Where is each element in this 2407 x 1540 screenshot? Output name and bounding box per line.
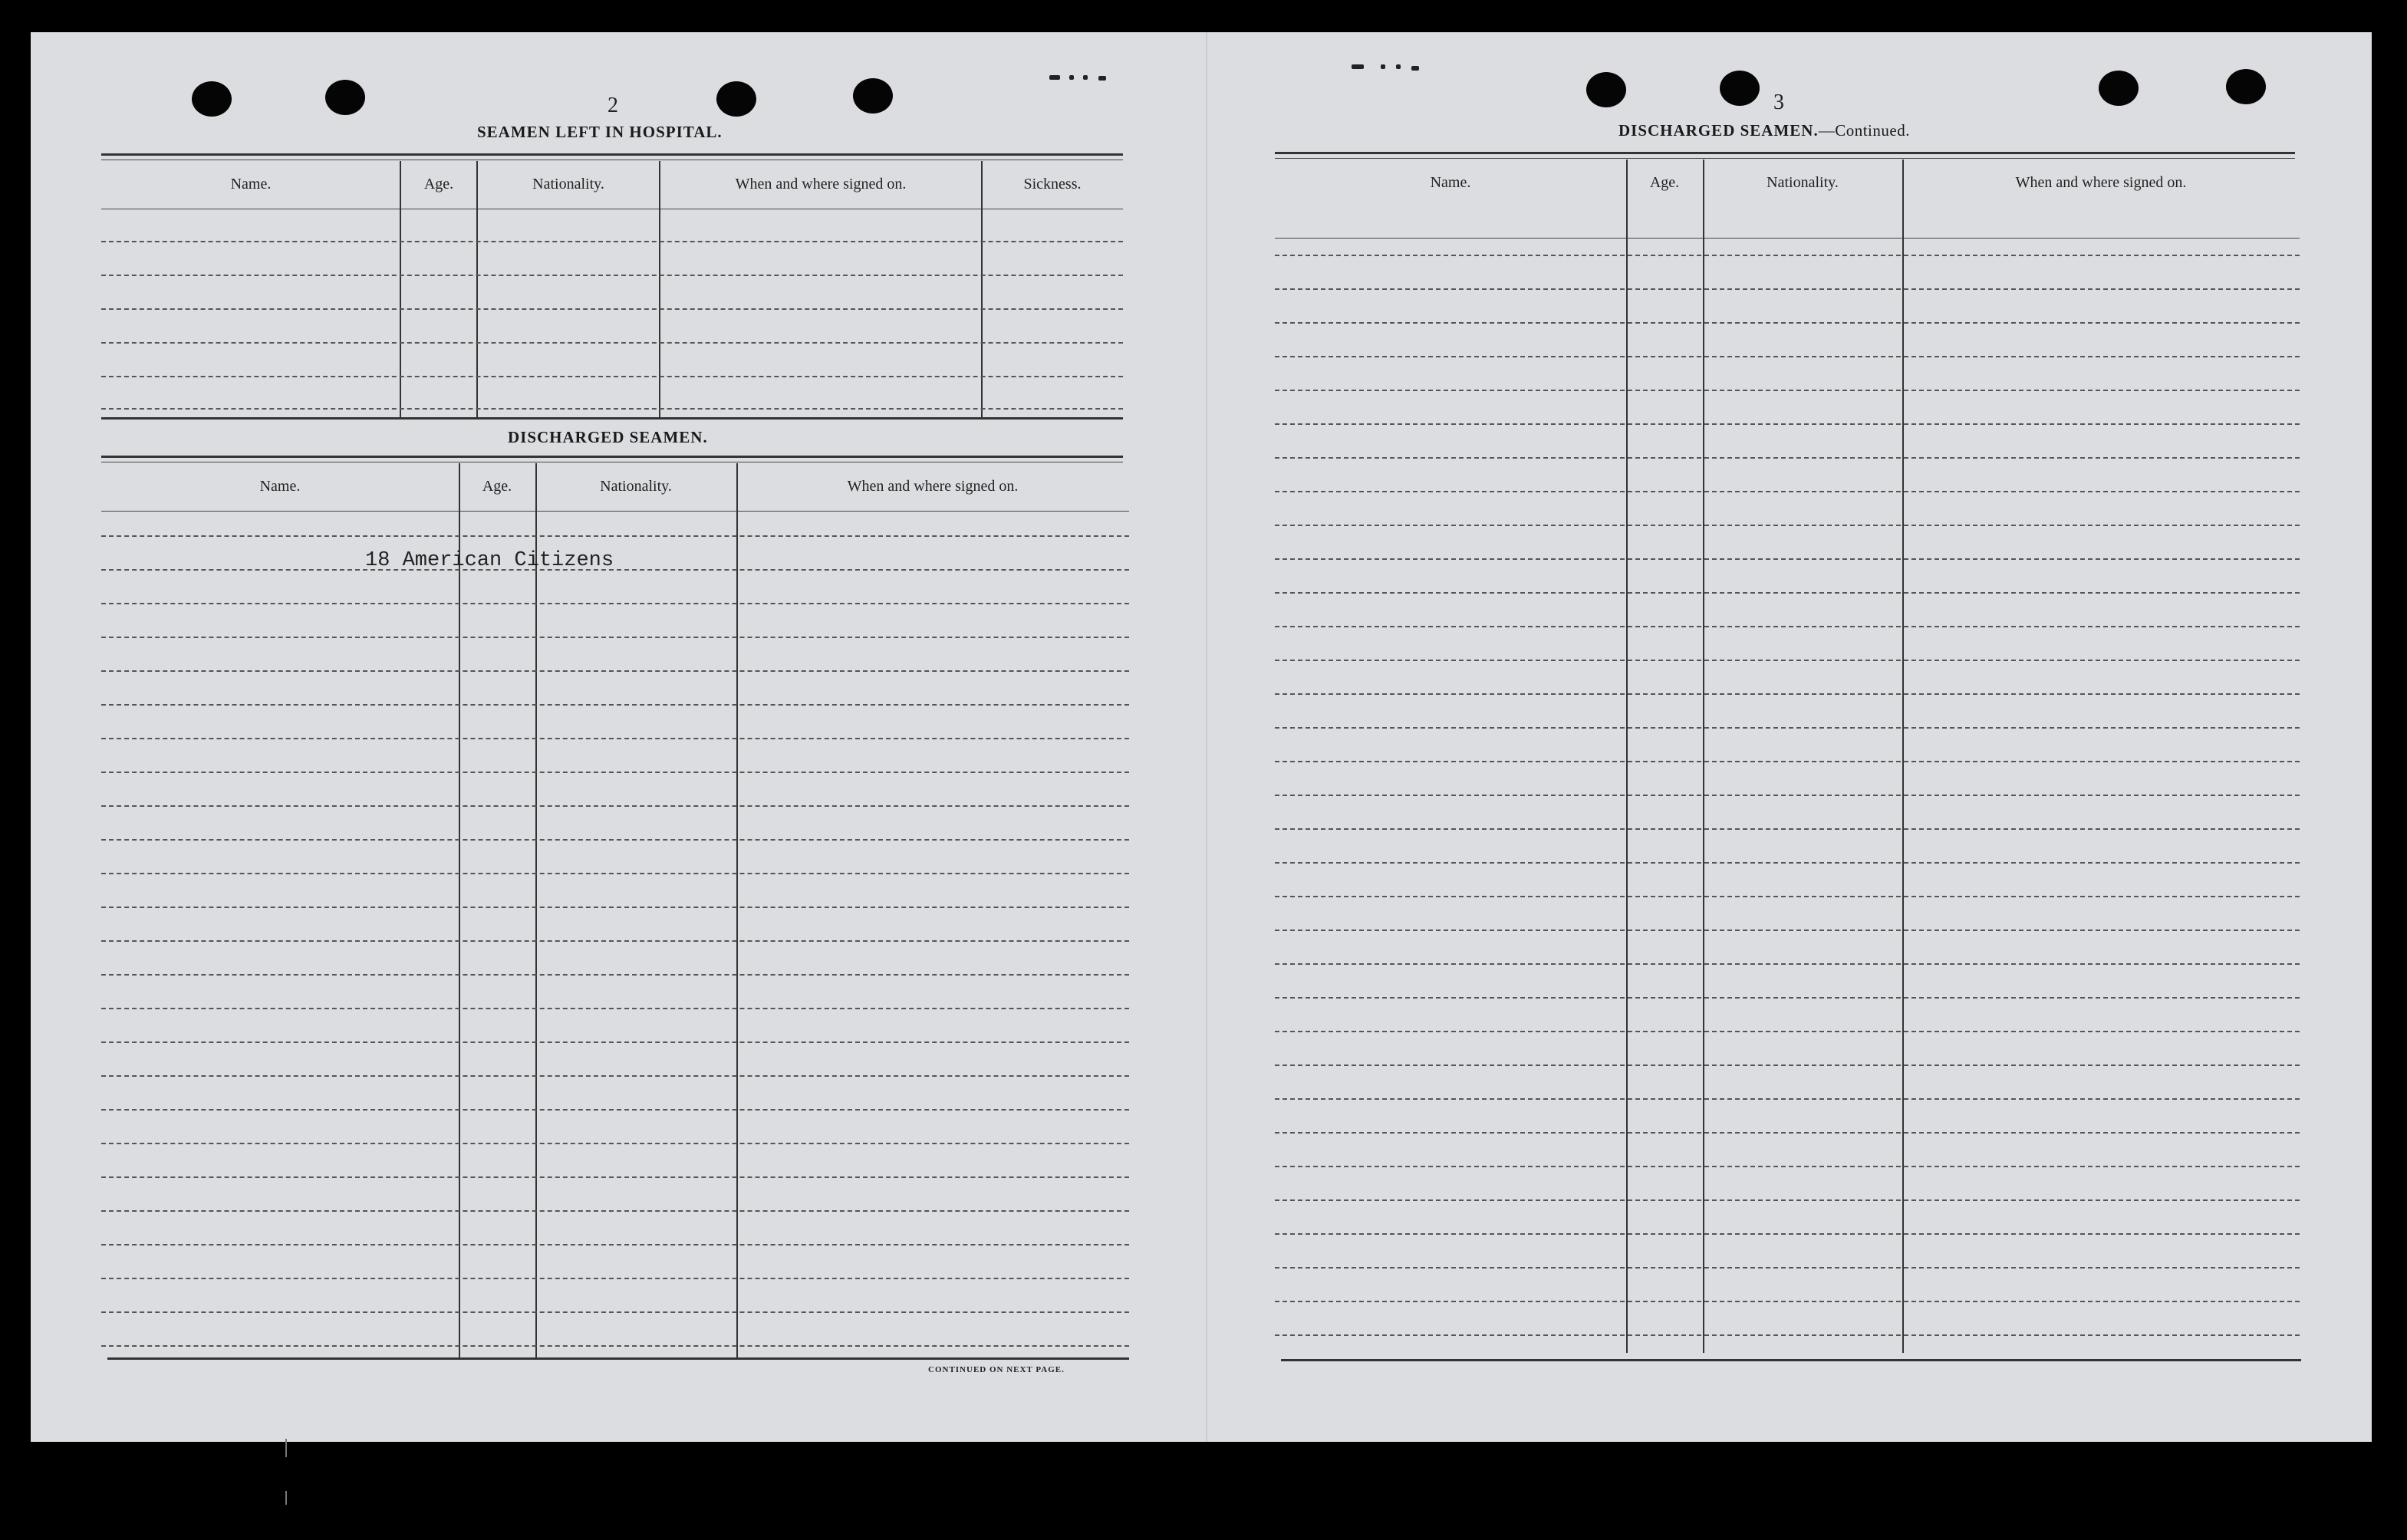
column-header-age: Age. xyxy=(423,175,454,192)
entry-line xyxy=(101,1345,1129,1347)
entry-line xyxy=(1275,1233,2300,1235)
entry-line xyxy=(1275,761,2300,762)
hospital-top-rule xyxy=(101,153,1123,156)
hospital-section-title: SEAMEN LEFT IN HOSPITAL. xyxy=(477,123,723,141)
entry-line xyxy=(101,308,1123,310)
right-top-rule xyxy=(1275,152,2295,154)
right-bottom-rule xyxy=(1281,1359,2301,1361)
scan-artifact xyxy=(285,1439,287,1457)
entry-line xyxy=(1275,930,2300,931)
punch-hole xyxy=(2226,69,2266,104)
entry-line xyxy=(1275,795,2300,796)
column-header-sickness: Sickness. xyxy=(1023,175,1082,192)
column-divider xyxy=(535,463,537,1357)
column-header-signed-on: When and where signed on. xyxy=(847,477,1019,495)
entry-line xyxy=(1275,626,2300,627)
entry-line xyxy=(1275,1199,2300,1201)
entry-line xyxy=(101,408,1123,410)
entry-line xyxy=(1275,1267,2300,1269)
column-header-name: Name. xyxy=(230,175,272,192)
column-divider xyxy=(736,463,738,1357)
entry-line xyxy=(101,738,1129,739)
continued-note: CONTINUED ON NEXT PAGE. xyxy=(928,1365,1065,1374)
entry-line xyxy=(1275,356,2300,357)
column-header-age: Age. xyxy=(1649,173,1680,191)
entry-line xyxy=(101,1311,1129,1313)
page-spine xyxy=(1206,32,1207,1442)
scan-artifact xyxy=(285,1491,287,1505)
entry-line xyxy=(101,1075,1129,1077)
entry-line xyxy=(1275,558,2300,560)
entry-line xyxy=(101,1244,1129,1245)
entry-line xyxy=(101,1041,1129,1043)
entry-line xyxy=(1275,1334,2300,1336)
entry-line xyxy=(1275,322,2300,324)
column-header-nationality: Nationality. xyxy=(532,175,604,192)
entry-line xyxy=(1275,1065,2300,1066)
punch-hole xyxy=(1586,72,1626,107)
entry-line xyxy=(101,907,1129,908)
column-header-age: Age. xyxy=(482,477,512,495)
print-mark xyxy=(1098,76,1106,81)
print-mark xyxy=(1049,75,1060,80)
entry-line xyxy=(101,805,1129,807)
entry-line xyxy=(101,974,1129,976)
column-header-nationality: Nationality. xyxy=(600,477,672,495)
typed-entry: 18 American Citizens xyxy=(365,549,614,572)
punch-hole xyxy=(325,80,365,115)
entry-line xyxy=(101,1278,1129,1279)
print-mark xyxy=(1381,64,1385,69)
column-divider xyxy=(1703,160,1704,1353)
title-suffix: —Continued. xyxy=(1818,121,1910,140)
entry-line xyxy=(1275,1301,2300,1302)
column-header-nationality: Nationality. xyxy=(1767,173,1839,191)
entry-line xyxy=(1275,660,2300,661)
column-divider xyxy=(659,161,660,417)
discharged-bottom-rule xyxy=(107,1357,1129,1360)
entry-line xyxy=(1275,390,2300,391)
entry-line xyxy=(1275,727,2300,729)
entry-line xyxy=(101,376,1123,377)
column-divider xyxy=(1626,160,1628,1353)
page-number-left: 2 xyxy=(608,94,618,117)
entry-line xyxy=(1275,457,2300,459)
punch-hole xyxy=(716,81,756,117)
entry-line xyxy=(1275,1098,2300,1100)
entry-line xyxy=(101,940,1129,942)
punch-hole xyxy=(853,78,893,114)
entry-line xyxy=(101,1176,1129,1178)
entry-line xyxy=(101,1008,1129,1009)
page-number-right: 3 xyxy=(1773,90,1784,114)
entry-line xyxy=(101,241,1123,242)
entry-line xyxy=(101,1210,1129,1212)
entry-line xyxy=(1275,862,2300,864)
discharged-continued-table xyxy=(1275,160,2300,1353)
ledger-sheet xyxy=(31,32,2372,1442)
entry-line xyxy=(1275,693,2300,695)
print-mark xyxy=(1411,66,1419,71)
entry-line xyxy=(1275,288,2300,290)
discharged-top-rule xyxy=(101,456,1123,458)
hospital-table xyxy=(101,161,1123,417)
entry-line xyxy=(1275,1132,2300,1134)
title-main: DISCHARGED SEAMEN. xyxy=(1618,121,1819,140)
entry-line xyxy=(101,873,1129,874)
column-divider xyxy=(981,161,983,417)
entry-line xyxy=(101,569,1129,571)
header-underline xyxy=(101,511,1129,512)
print-mark xyxy=(1396,64,1401,69)
entry-line xyxy=(101,275,1123,276)
entry-line xyxy=(1275,525,2300,526)
entry-line xyxy=(1275,1031,2300,1032)
entry-line xyxy=(101,670,1129,672)
entry-line xyxy=(101,535,1129,537)
column-divider xyxy=(476,161,478,417)
entry-line xyxy=(101,772,1129,773)
entry-line xyxy=(101,1109,1129,1111)
discharged-continued-title xyxy=(1618,121,1910,140)
discharged-section-title: DISCHARGED SEAMEN. xyxy=(508,428,708,446)
entry-line xyxy=(1275,1166,2300,1167)
punch-hole xyxy=(1720,71,1760,106)
entry-line xyxy=(101,342,1123,344)
print-mark xyxy=(1352,64,1364,69)
entry-line xyxy=(101,1143,1129,1144)
entry-line xyxy=(1275,896,2300,897)
print-mark xyxy=(1083,75,1088,80)
punch-hole xyxy=(192,81,232,117)
column-divider xyxy=(1902,160,1904,1353)
entry-line xyxy=(1275,423,2300,425)
discharged-table xyxy=(101,463,1129,1357)
header-underline xyxy=(1275,238,2300,239)
entry-line xyxy=(1275,828,2300,830)
column-divider xyxy=(400,161,401,417)
entry-line xyxy=(101,603,1129,604)
entry-line xyxy=(1275,592,2300,594)
hospital-bottom-rule xyxy=(101,417,1123,420)
right-top-rule-thin xyxy=(1275,158,2295,159)
entry-line xyxy=(101,637,1129,638)
column-divider xyxy=(459,463,460,1357)
column-header-name: Name. xyxy=(259,477,301,495)
entry-line xyxy=(101,839,1129,841)
column-header-name: Name. xyxy=(1430,173,1471,191)
entry-line xyxy=(1275,491,2300,492)
entry-line xyxy=(1275,997,2300,999)
column-header-signed-on: When and where signed on. xyxy=(2015,173,2187,191)
print-mark xyxy=(1069,75,1074,80)
punch-hole xyxy=(2099,71,2139,106)
column-header-signed-on: When and where signed on. xyxy=(735,175,907,192)
entry-line xyxy=(1275,963,2300,965)
entry-line xyxy=(101,704,1129,706)
entry-line xyxy=(1275,255,2300,256)
